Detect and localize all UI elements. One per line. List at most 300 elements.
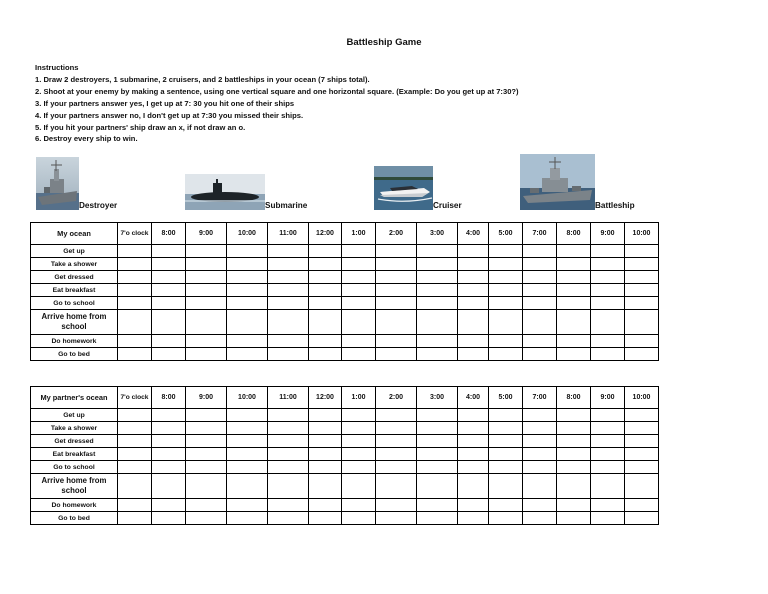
activity-label: Take a shower bbox=[31, 258, 118, 271]
time-header: 9:00 bbox=[186, 223, 227, 245]
time-header: 10:00 bbox=[227, 387, 268, 409]
grid-cell[interactable] bbox=[376, 422, 417, 435]
grid-cell[interactable] bbox=[376, 474, 417, 499]
grid-cell[interactable] bbox=[523, 422, 557, 435]
grid-cell[interactable] bbox=[417, 499, 458, 512]
grid-cell[interactable] bbox=[557, 409, 591, 422]
grid-cell[interactable] bbox=[523, 258, 557, 271]
activity-label: Get up bbox=[31, 245, 118, 258]
grid-cell[interactable] bbox=[268, 284, 309, 297]
grid-cell[interactable] bbox=[309, 335, 342, 348]
time-header: 1:00 bbox=[342, 387, 376, 409]
grid-cell[interactable] bbox=[376, 499, 417, 512]
grid-cell[interactable] bbox=[489, 258, 523, 271]
grid-cell[interactable] bbox=[489, 461, 523, 474]
grid-cell[interactable] bbox=[489, 409, 523, 422]
grid-cell[interactable] bbox=[458, 310, 489, 335]
grid-cell[interactable] bbox=[186, 474, 227, 499]
time-header: 5:00 bbox=[489, 223, 523, 245]
grid-cell[interactable] bbox=[342, 499, 376, 512]
header-row bbox=[31, 387, 659, 409]
grid-cell[interactable] bbox=[417, 258, 458, 271]
grid-cell[interactable] bbox=[591, 245, 625, 258]
grid-cell[interactable] bbox=[186, 335, 227, 348]
grid-cell[interactable] bbox=[268, 422, 309, 435]
grid-cell[interactable] bbox=[342, 310, 376, 335]
grid-cell[interactable] bbox=[118, 348, 152, 361]
grid-cell[interactable] bbox=[227, 422, 268, 435]
grid-cell[interactable] bbox=[591, 258, 625, 271]
grid-cell[interactable] bbox=[186, 245, 227, 258]
grid-cell[interactable] bbox=[458, 335, 489, 348]
time-header: 7:00 bbox=[523, 223, 557, 245]
grid-cell[interactable] bbox=[523, 284, 557, 297]
grid-cell[interactable] bbox=[591, 335, 625, 348]
grid-cell[interactable] bbox=[376, 245, 417, 258]
grid-cell[interactable] bbox=[523, 335, 557, 348]
grid-cell[interactable] bbox=[186, 448, 227, 461]
grid-cell[interactable] bbox=[625, 474, 659, 499]
table-row bbox=[31, 512, 659, 525]
grid-cell[interactable] bbox=[591, 499, 625, 512]
grid-cell[interactable] bbox=[376, 284, 417, 297]
ship-label-cruiser: Cruiser bbox=[433, 201, 462, 210]
grid-cell[interactable] bbox=[625, 284, 659, 297]
grid-cell[interactable] bbox=[118, 512, 152, 525]
grid-cell[interactable] bbox=[591, 284, 625, 297]
grid-cell[interactable] bbox=[489, 499, 523, 512]
grid-cell[interactable] bbox=[625, 348, 659, 361]
grid-cell[interactable] bbox=[523, 409, 557, 422]
table-row bbox=[31, 258, 659, 271]
grid-cell[interactable] bbox=[227, 435, 268, 448]
grid-cell[interactable] bbox=[376, 335, 417, 348]
grid-cell[interactable] bbox=[309, 271, 342, 284]
grid-cell[interactable] bbox=[152, 448, 186, 461]
grid-cell[interactable] bbox=[489, 310, 523, 335]
grid-cell[interactable] bbox=[376, 271, 417, 284]
grid-cell[interactable] bbox=[186, 512, 227, 525]
grid-cell[interactable] bbox=[376, 512, 417, 525]
grid-cell[interactable] bbox=[625, 448, 659, 461]
grid-cell[interactable] bbox=[489, 335, 523, 348]
grid-cell[interactable] bbox=[489, 448, 523, 461]
grid-cell[interactable] bbox=[417, 435, 458, 448]
grid-cell[interactable] bbox=[625, 297, 659, 310]
grid-cell[interactable] bbox=[489, 422, 523, 435]
grid-cell[interactable] bbox=[268, 258, 309, 271]
grid-cell[interactable] bbox=[118, 271, 152, 284]
time-header: 2:00 bbox=[376, 387, 417, 409]
grid-cell[interactable] bbox=[186, 499, 227, 512]
grid-cell[interactable] bbox=[227, 335, 268, 348]
grid-cell[interactable] bbox=[523, 271, 557, 284]
table-row bbox=[31, 461, 659, 474]
grid-cell[interactable] bbox=[118, 297, 152, 310]
time-header: 11:00 bbox=[268, 387, 309, 409]
grid-cell[interactable] bbox=[309, 348, 342, 361]
grid-cell[interactable] bbox=[458, 512, 489, 525]
grid-cell[interactable] bbox=[186, 435, 227, 448]
grid-cell[interactable] bbox=[591, 348, 625, 361]
activity-label: Get up bbox=[31, 409, 118, 422]
grid-cell[interactable] bbox=[458, 258, 489, 271]
grid-cell[interactable] bbox=[227, 284, 268, 297]
time-header: 1:00 bbox=[342, 223, 376, 245]
grid-cell[interactable] bbox=[309, 409, 342, 422]
grid-cell[interactable] bbox=[309, 448, 342, 461]
grid-cell[interactable] bbox=[625, 422, 659, 435]
grid-cell[interactable] bbox=[342, 474, 376, 499]
grid-cell[interactable] bbox=[342, 435, 376, 448]
grid-cell[interactable] bbox=[376, 310, 417, 335]
grid-cell[interactable] bbox=[118, 474, 152, 499]
grid-cell[interactable] bbox=[489, 297, 523, 310]
grid-cell[interactable] bbox=[591, 271, 625, 284]
grid-cell[interactable] bbox=[591, 422, 625, 435]
time-header: 9:00 bbox=[591, 223, 625, 245]
grid-cell[interactable] bbox=[625, 499, 659, 512]
grid-cell[interactable] bbox=[118, 335, 152, 348]
grid-cell[interactable] bbox=[557, 422, 591, 435]
grid-cell[interactable] bbox=[376, 461, 417, 474]
time-header: 8:00 bbox=[152, 223, 186, 245]
grid-cell[interactable] bbox=[417, 409, 458, 422]
grid-cell[interactable] bbox=[557, 499, 591, 512]
grid-cell[interactable] bbox=[342, 448, 376, 461]
table-row bbox=[31, 297, 659, 310]
grid-cell[interactable] bbox=[268, 335, 309, 348]
grid-cell[interactable] bbox=[342, 258, 376, 271]
grid-cell[interactable] bbox=[152, 499, 186, 512]
grid-cell[interactable] bbox=[118, 258, 152, 271]
grid-cell[interactable] bbox=[118, 448, 152, 461]
grid-cell[interactable] bbox=[591, 512, 625, 525]
grid-cell[interactable] bbox=[186, 310, 227, 335]
activity-label: Get dressed bbox=[31, 271, 118, 284]
activity-label: Do homework bbox=[31, 499, 118, 512]
instruction-item: 5. If you hit your partners' ship draw an x, if not draw an o. bbox=[35, 122, 246, 132]
grid-cell[interactable] bbox=[625, 435, 659, 448]
grid-cell[interactable] bbox=[458, 448, 489, 461]
grid-cell[interactable] bbox=[625, 310, 659, 335]
grid-cell[interactable] bbox=[118, 284, 152, 297]
grid-cell[interactable] bbox=[417, 245, 458, 258]
grid-cell[interactable] bbox=[591, 297, 625, 310]
table-row bbox=[31, 284, 659, 297]
grid-cell[interactable] bbox=[417, 297, 458, 310]
time-header: 10:00 bbox=[227, 223, 268, 245]
instructions bbox=[35, 62, 519, 145]
grid-cell[interactable] bbox=[309, 297, 342, 310]
grid-cell[interactable] bbox=[376, 435, 417, 448]
grid-cell[interactable] bbox=[417, 461, 458, 474]
grid-cell[interactable] bbox=[458, 422, 489, 435]
grid-cell[interactable] bbox=[417, 512, 458, 525]
grid-cell[interactable] bbox=[458, 284, 489, 297]
grid-cell[interactable] bbox=[309, 258, 342, 271]
grid-cell[interactable] bbox=[523, 435, 557, 448]
grid-cell[interactable] bbox=[557, 297, 591, 310]
grid-cell[interactable] bbox=[186, 284, 227, 297]
time-header: 10:00 bbox=[625, 223, 659, 245]
grid-cell[interactable] bbox=[417, 310, 458, 335]
grid-cell[interactable] bbox=[557, 271, 591, 284]
time-header: 11:00 bbox=[268, 223, 309, 245]
table-row bbox=[31, 310, 659, 335]
grid-cell[interactable] bbox=[268, 297, 309, 310]
grid-cell[interactable] bbox=[489, 245, 523, 258]
grid-cell[interactable] bbox=[309, 284, 342, 297]
grid-cell[interactable] bbox=[227, 297, 268, 310]
grid-cell[interactable] bbox=[625, 271, 659, 284]
grid-cell[interactable] bbox=[268, 448, 309, 461]
grid-cell[interactable] bbox=[227, 409, 268, 422]
grid-cell[interactable] bbox=[118, 435, 152, 448]
grid-cell[interactable] bbox=[268, 474, 309, 499]
grid-cell[interactable] bbox=[557, 448, 591, 461]
instruction-item: 6. Destroy every ship to win. bbox=[35, 134, 138, 144]
grid-cell[interactable] bbox=[591, 310, 625, 335]
grid-cell[interactable] bbox=[523, 245, 557, 258]
grid-cell[interactable] bbox=[417, 335, 458, 348]
grid-cell[interactable] bbox=[268, 348, 309, 361]
table-row bbox=[31, 335, 659, 348]
grid-cell[interactable] bbox=[625, 512, 659, 525]
grid-cell[interactable] bbox=[118, 499, 152, 512]
grid-cell[interactable] bbox=[152, 435, 186, 448]
time-header: 7:00 bbox=[523, 387, 557, 409]
grid-cell[interactable] bbox=[523, 499, 557, 512]
grid-cell[interactable] bbox=[268, 512, 309, 525]
grid-cell[interactable] bbox=[557, 474, 591, 499]
grid-cell[interactable] bbox=[417, 474, 458, 499]
grid-cell[interactable] bbox=[376, 258, 417, 271]
grid-cell[interactable] bbox=[186, 348, 227, 361]
grid-cell[interactable] bbox=[417, 348, 458, 361]
my-ocean-table bbox=[30, 222, 659, 361]
grid-cell[interactable] bbox=[342, 461, 376, 474]
grid-cell[interactable] bbox=[376, 348, 417, 361]
destroyer-photo bbox=[36, 157, 79, 210]
activity-label: Eat breakfast bbox=[31, 448, 118, 461]
grid-cell[interactable] bbox=[227, 499, 268, 512]
grid-cell[interactable] bbox=[152, 284, 186, 297]
grid-cell[interactable] bbox=[227, 348, 268, 361]
grid-cell[interactable] bbox=[227, 448, 268, 461]
grid-cell[interactable] bbox=[227, 310, 268, 335]
grid-cell[interactable] bbox=[152, 512, 186, 525]
grid-cell[interactable] bbox=[152, 271, 186, 284]
grid-cell[interactable] bbox=[417, 271, 458, 284]
grid-cell[interactable] bbox=[625, 335, 659, 348]
grid-cell[interactable] bbox=[557, 245, 591, 258]
grid-cell[interactable] bbox=[458, 499, 489, 512]
grid-cell[interactable] bbox=[591, 474, 625, 499]
grid-cell[interactable] bbox=[152, 245, 186, 258]
grid-cell[interactable] bbox=[417, 422, 458, 435]
grid-cell[interactable] bbox=[557, 335, 591, 348]
grid-cell[interactable] bbox=[152, 348, 186, 361]
grid-cell[interactable] bbox=[268, 499, 309, 512]
grid-cell[interactable] bbox=[625, 258, 659, 271]
instruction-item: 2. Shoot at your enemy by making a sentence, using one vertical square and one horizontal square. (Example: Do you get up at 7:30?) bbox=[35, 86, 519, 96]
grid-cell[interactable] bbox=[489, 474, 523, 499]
grid-cell[interactable] bbox=[268, 245, 309, 258]
grid-cell[interactable] bbox=[458, 435, 489, 448]
grid-cell[interactable] bbox=[458, 409, 489, 422]
grid-cell[interactable] bbox=[309, 245, 342, 258]
grid-cell[interactable] bbox=[227, 474, 268, 499]
grid-cell[interactable] bbox=[523, 448, 557, 461]
grid-cell[interactable] bbox=[489, 284, 523, 297]
activity-label: Get dressed bbox=[31, 435, 118, 448]
grid-cell[interactable] bbox=[309, 435, 342, 448]
activity-label: Arrive home from school bbox=[31, 310, 118, 335]
time-header: 12:00 bbox=[309, 223, 342, 245]
grid-cell[interactable] bbox=[227, 512, 268, 525]
grid-cell[interactable] bbox=[342, 245, 376, 258]
grid-cell[interactable] bbox=[591, 461, 625, 474]
grid-cell[interactable] bbox=[342, 297, 376, 310]
partner-ocean-table bbox=[30, 386, 659, 525]
grid-cell[interactable] bbox=[227, 245, 268, 258]
table-row bbox=[31, 245, 659, 258]
grid-cell[interactable] bbox=[152, 409, 186, 422]
activity-label: Go to bed bbox=[31, 348, 118, 361]
grid-cell[interactable] bbox=[186, 297, 227, 310]
grid-cell[interactable] bbox=[268, 409, 309, 422]
grid-cell[interactable] bbox=[309, 512, 342, 525]
grid-cell[interactable] bbox=[458, 461, 489, 474]
grid-cell[interactable] bbox=[118, 409, 152, 422]
time-header: 8:00 bbox=[152, 387, 186, 409]
grid-cell[interactable] bbox=[342, 271, 376, 284]
grid-cell[interactable] bbox=[523, 310, 557, 335]
grid-cell[interactable] bbox=[557, 512, 591, 525]
grid-cell[interactable] bbox=[376, 297, 417, 310]
grid-cell[interactable] bbox=[186, 461, 227, 474]
grid-cell[interactable] bbox=[458, 348, 489, 361]
grid-cell[interactable] bbox=[557, 435, 591, 448]
grid-cell[interactable] bbox=[309, 310, 342, 335]
grid-cell[interactable] bbox=[152, 258, 186, 271]
activity-label: Eat breakfast bbox=[31, 284, 118, 297]
grid-cell[interactable] bbox=[342, 284, 376, 297]
grid-cell[interactable] bbox=[458, 297, 489, 310]
grid-cell[interactable] bbox=[489, 435, 523, 448]
grid-cell[interactable] bbox=[152, 461, 186, 474]
grid-cell[interactable] bbox=[268, 461, 309, 474]
grid-cell[interactable] bbox=[489, 271, 523, 284]
table-title: My ocean bbox=[31, 223, 118, 245]
time-header: 8:00 bbox=[557, 223, 591, 245]
instructions-heading: Instructions bbox=[35, 63, 79, 72]
table-row bbox=[31, 448, 659, 461]
grid-cell[interactable] bbox=[557, 284, 591, 297]
grid-cell[interactable] bbox=[268, 310, 309, 335]
grid-cell[interactable] bbox=[309, 422, 342, 435]
grid-cell[interactable] bbox=[118, 461, 152, 474]
grid-cell[interactable] bbox=[489, 512, 523, 525]
grid-cell[interactable] bbox=[523, 474, 557, 499]
grid-cell[interactable] bbox=[417, 448, 458, 461]
grid-cell[interactable] bbox=[376, 448, 417, 461]
grid-cell[interactable] bbox=[591, 435, 625, 448]
grid-cell[interactable] bbox=[309, 474, 342, 499]
grid-cell[interactable] bbox=[458, 474, 489, 499]
grid-cell[interactable] bbox=[118, 422, 152, 435]
grid-cell[interactable] bbox=[625, 409, 659, 422]
activity-label: Arrive home from school bbox=[31, 474, 118, 499]
grid-cell[interactable] bbox=[417, 284, 458, 297]
grid-cell[interactable] bbox=[152, 422, 186, 435]
time-header: 4:00 bbox=[458, 223, 489, 245]
grid-cell[interactable] bbox=[342, 512, 376, 525]
grid-cell[interactable] bbox=[227, 461, 268, 474]
grid-cell[interactable] bbox=[186, 258, 227, 271]
grid-cell[interactable] bbox=[152, 297, 186, 310]
grid-cell[interactable] bbox=[118, 245, 152, 258]
grid-cell[interactable] bbox=[309, 499, 342, 512]
grid-cell[interactable] bbox=[591, 409, 625, 422]
table-title: My partner's ocean bbox=[31, 387, 118, 409]
grid-cell[interactable] bbox=[342, 409, 376, 422]
grid-cell[interactable] bbox=[557, 258, 591, 271]
grid-cell[interactable] bbox=[268, 435, 309, 448]
grid-cell[interactable] bbox=[458, 271, 489, 284]
grid-cell[interactable] bbox=[376, 409, 417, 422]
grid-cell[interactable] bbox=[342, 335, 376, 348]
grid-cell[interactable] bbox=[625, 461, 659, 474]
grid-cell[interactable] bbox=[268, 271, 309, 284]
grid-cell[interactable] bbox=[523, 297, 557, 310]
grid-cell[interactable] bbox=[186, 409, 227, 422]
table-row bbox=[31, 271, 659, 284]
grid-cell[interactable] bbox=[186, 271, 227, 284]
grid-cell[interactable] bbox=[152, 335, 186, 348]
grid-cell[interactable] bbox=[489, 348, 523, 361]
ship-label-destroyer: Destroyer bbox=[79, 201, 118, 210]
grid-cell[interactable] bbox=[557, 348, 591, 361]
time-header: 3:00 bbox=[417, 387, 458, 409]
grid-cell[interactable] bbox=[227, 271, 268, 284]
table-row bbox=[31, 409, 659, 422]
grid-cell[interactable] bbox=[152, 474, 186, 499]
grid-cell[interactable] bbox=[523, 461, 557, 474]
grid-cell[interactable] bbox=[342, 348, 376, 361]
grid-cell[interactable] bbox=[309, 461, 342, 474]
grid-cell[interactable] bbox=[591, 448, 625, 461]
submarine-photo bbox=[185, 174, 265, 210]
time-header: 7'o clock bbox=[118, 223, 152, 245]
grid-cell[interactable] bbox=[523, 512, 557, 525]
grid-cell[interactable] bbox=[152, 310, 186, 335]
grid-cell[interactable] bbox=[625, 245, 659, 258]
grid-cell[interactable] bbox=[557, 310, 591, 335]
grid-cell[interactable] bbox=[523, 348, 557, 361]
activity-label: Go to school bbox=[31, 461, 118, 474]
grid-cell[interactable] bbox=[458, 245, 489, 258]
grid-cell[interactable] bbox=[342, 422, 376, 435]
grid-cell[interactable] bbox=[557, 461, 591, 474]
grid-cell[interactable] bbox=[118, 310, 152, 335]
time-header: 9:00 bbox=[186, 387, 227, 409]
grid-cell[interactable] bbox=[227, 258, 268, 271]
time-header: 4:00 bbox=[458, 387, 489, 409]
table-row bbox=[31, 422, 659, 435]
grid-cell[interactable] bbox=[186, 422, 227, 435]
